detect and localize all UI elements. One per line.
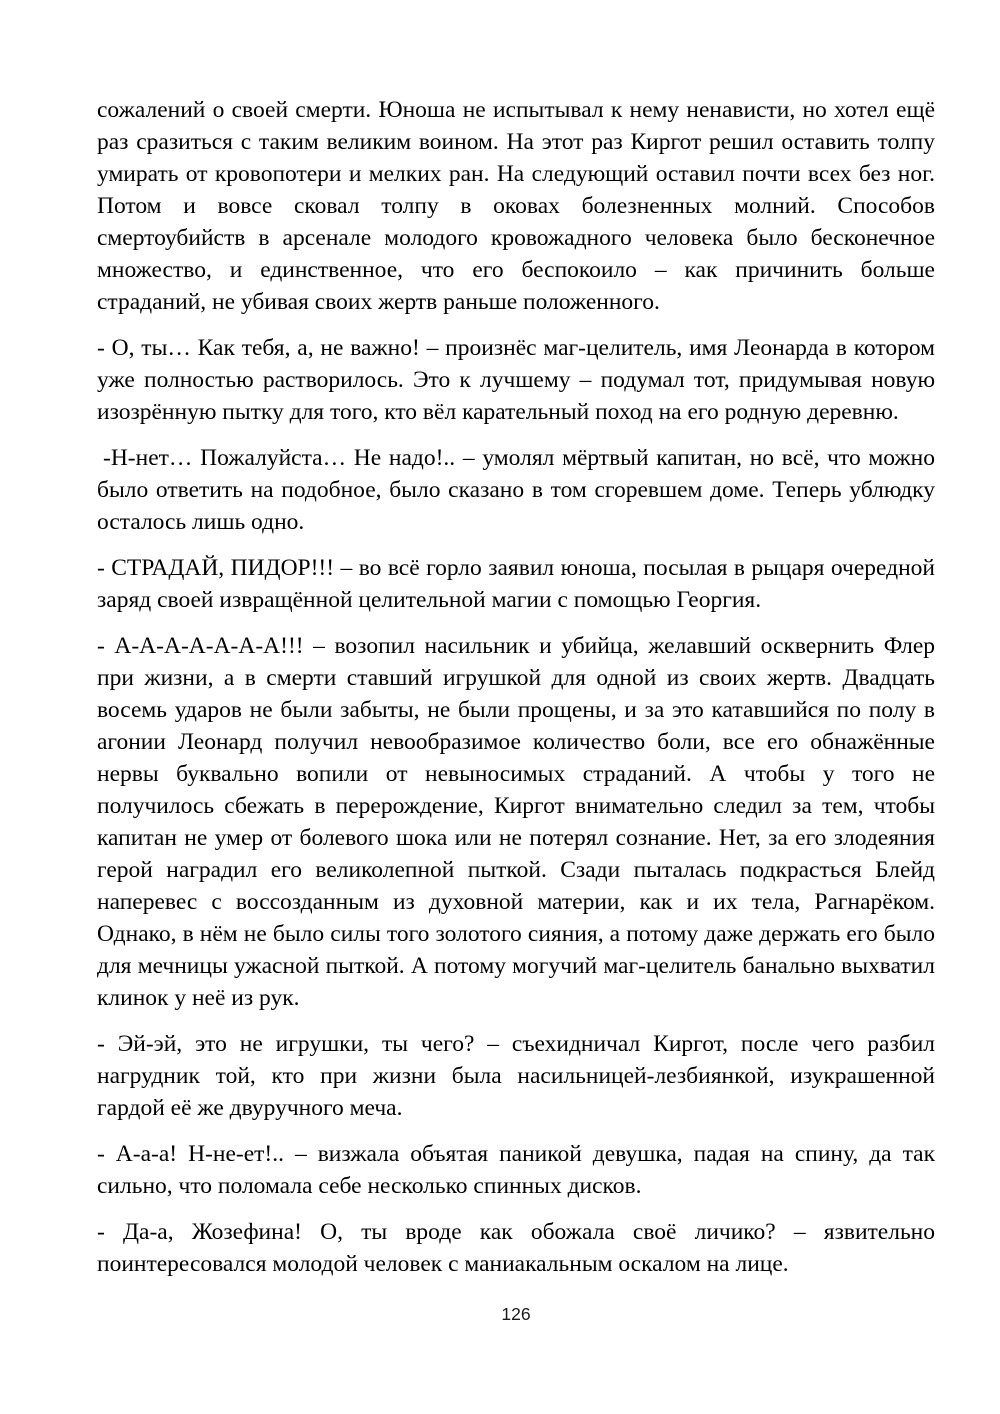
paragraph: - СТРАДАЙ, ПИДОР!!! – во всё горло заявил юноша, посылая в рыцаря очередной заряд своей извращённой целительной магии с помощью Георгия. [97, 555, 935, 613]
page-number: 126 [501, 1304, 531, 1324]
paragraph: сожалений о своей смерти. Юноша не испытывал к нему ненависти, но хотел ещё раз сразиться с таким великим воином. На этот раз Киргот решил оставить толпу умирать от кровопотери и мелких ран. На следующий оставил почти всех без ног. Потом и вовсе сковал толпу в оковах болезненных молний. Способов смертоубийств в арсенале молодого кровожадного человека было бесконечное множество, и единственное, что его беспокоило – как причинить больше страданий, не убивая своих жертв раньше положенного. [97, 97, 935, 315]
page-footer [97, 1303, 935, 1325]
paragraph: -Н-нет… Пожалуйста… Не надо!.. – умолял мёртвый капитан, но всё, что можно было ответить на подобное, было сказано в том сгоревшем доме. Теперь ублюдку осталось лишь одно. [97, 445, 935, 535]
page-body-text [97, 94, 935, 1294]
paragraph: - О, ты… Как тебя, а, не важно! – произнёс маг-целитель, имя Леонарда в котором уже полностью растворилось. Это к лучшему – подумал тот, придумывая новую изозрённую пытку для того, кто вёл карательный поход на его родную деревню. [97, 335, 935, 425]
paragraph: - А-А-А-А-А-А-А!!! – возопил насильник и убийца, желавший осквернить Флер при жизни, а в смерти ставший игрушкой для одной из своих жертв. Двадцать восемь ударов не были забыты, не были прощены, и за это катавшийся по полу в агонии Леонард получил невообразимое количество боли, все его обнажённые нервы буквально вопили от невыносимых страданий. А чтобы у того не получилось сбежать в перерождение, Киргот внимательно следил за тем, чтобы капитан не умер от болевого шока или не потерял сознание. Нет, за его злодеяния герой наградил его великолепной пыткой. Сзади пыталась подкрасться Блейд наперевес с воссозданным из духовной материи, как и их тела, Рагнарёком. Однако, в нём не было силы того золотого сияния, а потому даже держать его было для мечницы ужасной пыткой. А потому могучий маг-целитель банально выхватил клинок у неё из рук. [97, 633, 935, 1011]
paragraph: - Эй-эй, это не игрушки, ты чего? – съехидничал Киргот, после чего разбил нагрудник той, кто при жизни была насильницей-лезбиянкой, изукрашенной гардой её же двуручного меча. [97, 1031, 935, 1121]
paragraph: - Да-а, Жозефина! О, ты вроде как обожала своё личико? – язвительно поинтересовался молодой человек с маниакальным оскалом на лице. [97, 1219, 935, 1277]
paragraph: - А-а-а! Н-не-ет!.. – визжала объятая паникой девушка, падая на спину, да так сильно, что поломала себе несколько спинных дисков. [97, 1141, 935, 1199]
